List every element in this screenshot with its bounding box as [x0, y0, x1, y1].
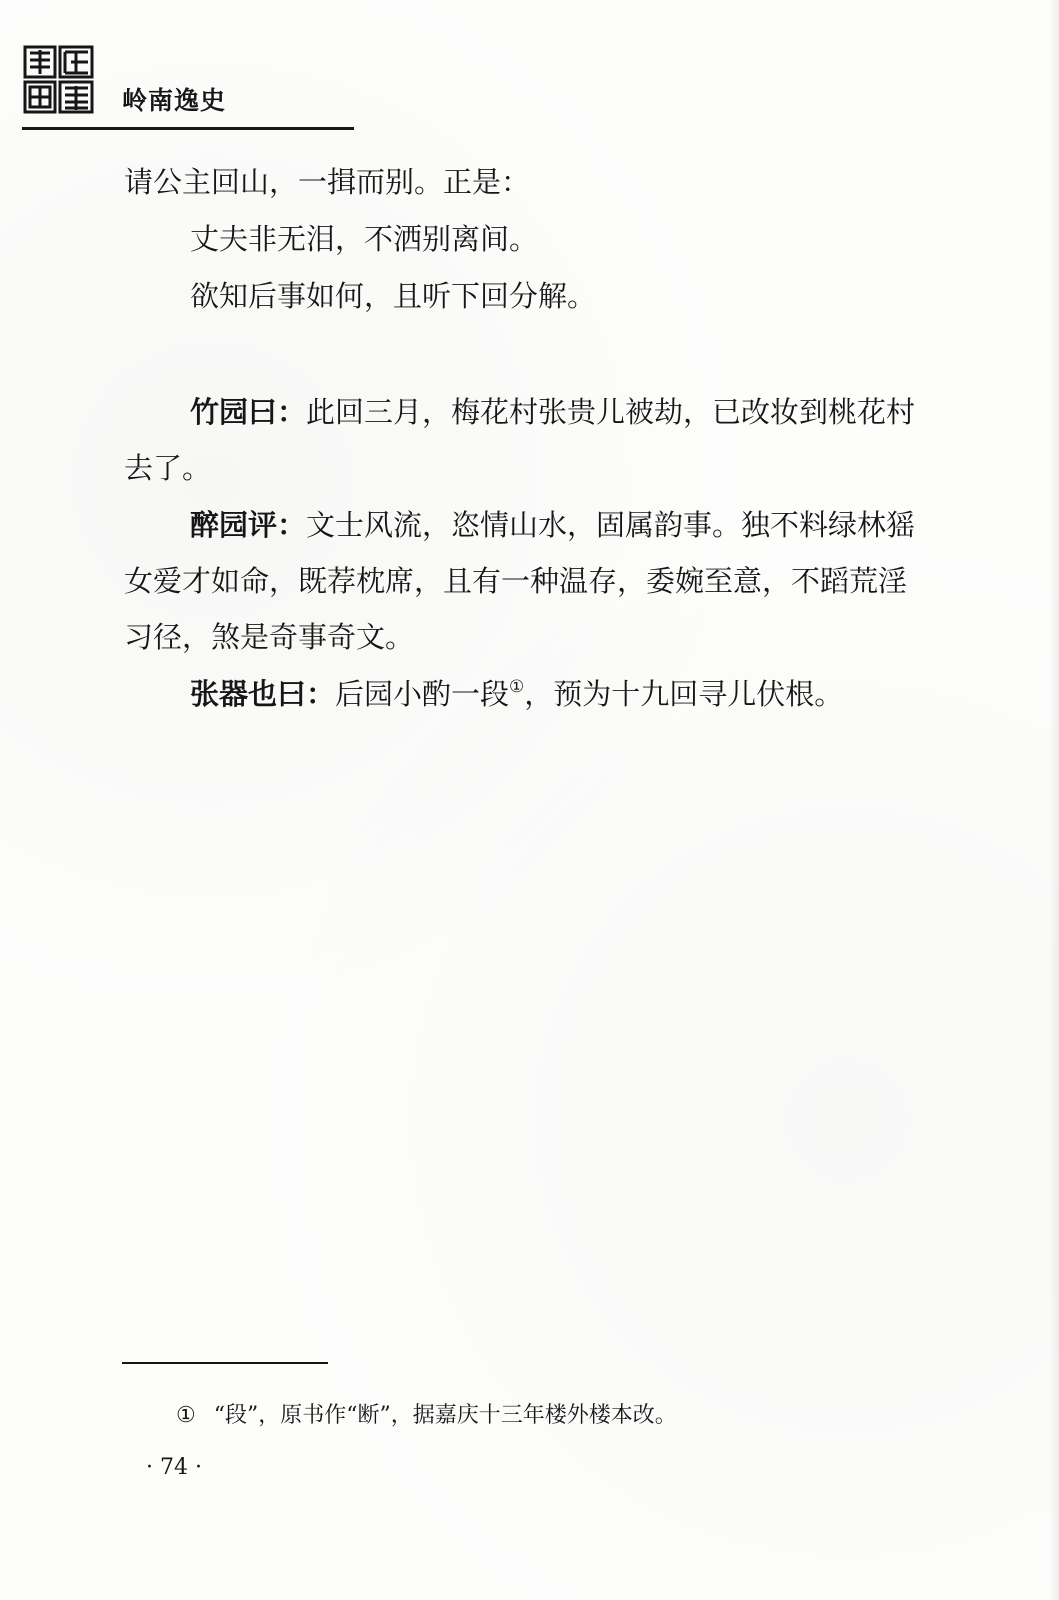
comment-zhangqi-line-1: 张器也曰：后园小酌一段①，预为十九回寻儿伏根。: [190, 677, 844, 711]
header-rule: [22, 127, 354, 130]
footnote-marker: ①: [176, 1403, 196, 1428]
comment-label: 醉园评：: [190, 508, 307, 542]
seal-stamp-logo: [22, 44, 96, 116]
comment-label: 张器也曰：: [190, 677, 336, 711]
comment-zuiyuan-line-3: 习径，煞是奇事奇文。: [124, 620, 415, 654]
footnote: [176, 1400, 677, 1432]
footnote-text: “段”，原书作“断”，据嘉庆十三年楼外楼本改。: [213, 1403, 677, 1428]
running-head-book-title: 岭南逸史: [122, 86, 227, 115]
comment-zuiyuan-line-2: 女爱才如命，既荐枕席，且有一种温存，委婉至意，不蹈荒淫: [124, 564, 908, 598]
page-edge-shadow: [1049, 0, 1059, 1600]
closing-line: 欲知后事如何，且听下回分解。: [190, 279, 597, 313]
text-line-1: 请公主回山，一揖而别。正是：: [124, 165, 531, 199]
footnote-reference: ①: [509, 677, 525, 697]
footnote-rule: [122, 1362, 328, 1364]
comment-zhuyuan-line-1: 竹园曰：此回三月，梅花村张贵儿被劫，已改妆到桃花村: [190, 395, 916, 429]
comment-zuiyuan-line-1: 醉园评：文士风流，恣情山水，固属韵事。独不料绿林猺: [190, 508, 916, 542]
verse-line: 丈夫非无泪，不洒别离间。: [190, 222, 539, 256]
comment-label: 竹园曰：: [190, 395, 307, 429]
comment-zhuyuan-line-2: 去了。: [124, 451, 212, 485]
page-number: · 74 ·: [146, 1455, 202, 1480]
